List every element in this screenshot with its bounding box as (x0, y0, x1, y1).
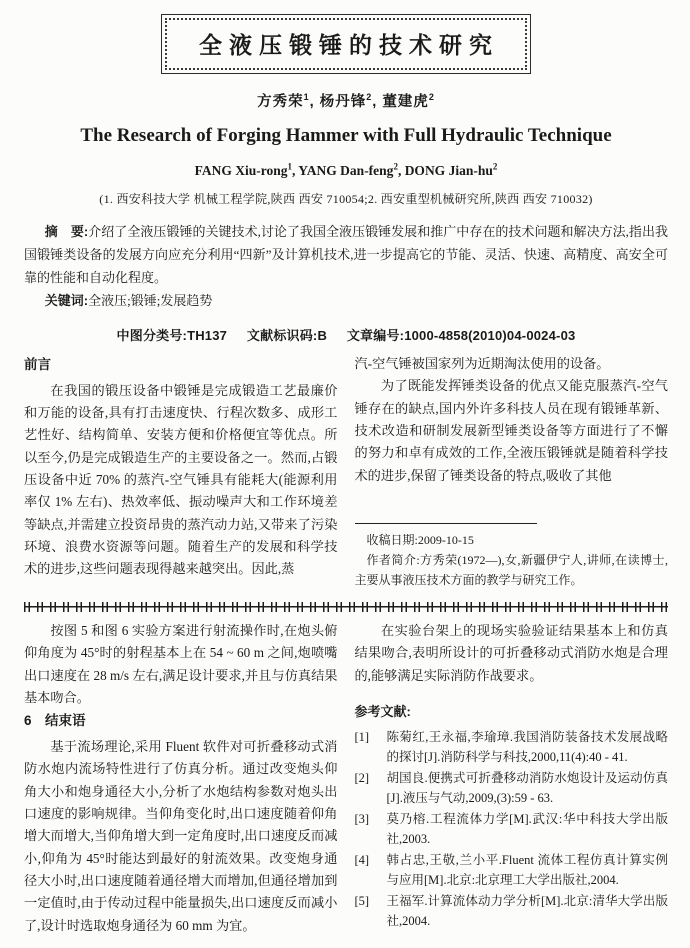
author-affil-sup: 2 (366, 92, 373, 103)
verification-paragraph: 在实验台架上的现场实验验证结果基本上和仿真结果吻合,表明所设计的可折叠移动式消防水炮是合理的,能够满足实际消防作战要求。 (354, 623, 668, 683)
author-affil-sup: 1 (287, 161, 293, 171)
abstract-block (24, 220, 668, 313)
author-affil-sup: 2 (492, 161, 498, 171)
keywords-label: 关键词: (44, 292, 89, 308)
reference-number: [5] (354, 893, 370, 908)
author-bio: 作者简介:方秀荣(1972—),女,新疆伊宁人,讲师,在读博士,主要从事液压技术方面的教学与研究工作。 (354, 553, 668, 588)
keywords-line (24, 289, 668, 312)
article-title-cn: 全液压锻锤的技术研究 (165, 18, 527, 70)
conclusion-paragraph: 基于流场理论,采用 Fluent 软件对可折叠移动式消防水炮内流场特性进行了仿真分析。通过改变炮头仰角大小和炮身通径大小,分析了水炮结构参数对炮头出口速度的影响规律。当仰角变化时,出口速度随着仰角增大而增大,当仰角增大到一定角度时,出口速度反而减小,仰角为 45°时能达到最好的射流效果。改变炮身通径大小时,出口速度随着通径增大而增加,但通径增加到一定值时,由于传动过程中能量损失,出口速度反而减小了,设计时选取炮身通径为 60 mm 为宜。 (24, 739, 338, 933)
author-cn: 杨丹锋$^2$, (319, 92, 378, 110)
meta-line (24, 325, 668, 344)
intro-left-paragraph: 在我国的锻压设备中锻锤是完成锻造工艺最廉价和万能的设备,具有打击速度快、行程次数多、成形工艺性好、结构简单、安装方便和价格便宜等优点。所以至今,仍是完成锻造生产的主要设备之一。然而,占锻压设备中近 70% 的蒸汽-空气锤具有能耗大(能源利用率仅 1% 左右)、热效率低、振动噪声大和工作环境差等缺点,并需建立投资昂贵的蒸汽动力站,又带来了污染环境、浪费水资源等问题。随着生产的发展和科学技术的进步,这些问题表现得越来越突出。因此,蒸 (24, 382, 338, 577)
abstract-label: 摘 要: (44, 223, 89, 239)
reference-text: 韩占忠,王敬,兰小平.Fluent 流体工程仿真计算实例与应用[M].北京:北京理工大学出版社,2004. (386, 852, 668, 888)
authors-cn-line (24, 90, 668, 111)
abstract-text: 介绍了全液压锻锤的关键技术,讨论了我国全液压锻锤发展和推广中存在的技术问题和解决方法,指出我国锻锤类设备的发展方向应充分利用“四新”及计算机技术,进一步提高它的节能、灵活、快速、高精度、高安全可靠的性能和自动化程度。 (24, 223, 668, 285)
document-code: 文献标识码:B (246, 328, 328, 343)
reference-item (355, 850, 669, 891)
authors-en-line (24, 161, 668, 179)
author-en: YANG Dan-feng$^2$, (298, 161, 405, 178)
reference-text: 陈菊红,王永福,李瑜璋.我国消防装备技术发展战略的探讨[J].消防科学与科技,2000,11(4):40 - 41. (386, 729, 668, 765)
reference-text: 胡国良.便携式可折叠移动消防水炮设计及运动仿真[J].液压与气动,2009,(3):59 - 63. (386, 770, 668, 806)
article-divider-ornament (24, 602, 668, 612)
reference-text: 王福军.计算流体动力学分析[M].北京:清华大学出版社,2004. (386, 893, 668, 929)
keywords-text: 全液压;锻锤;发展趋势 (88, 292, 213, 308)
affiliation-line: (1. 西安科技大学 机械工程学院,陕西 西安 710054;2. 西安重型机械研究所,陕西 西安 710032) (99, 191, 593, 206)
intro-section (24, 353, 668, 591)
received-date: 收稿日期:2009-10-15 (366, 533, 474, 548)
reference-number: [4] (354, 852, 370, 867)
prev-right-column (355, 620, 669, 937)
reference-number: [3] (354, 811, 370, 826)
clc-number: 中图分类号:TH137 (116, 328, 228, 343)
author-cn: 方秀荣$^1$, (257, 92, 315, 110)
experiment-result-paragraph: 按图 5 和图 6 实验方案进行射流操作时,在炮头俯仰角度为 45°时的射程基本上在 54 ~ 60 m 之间,炮喷嘴出口速度在 28 m/s 左右,满足设计要求,并且与仿真结果基本吻合。 (24, 623, 338, 705)
title-decorative-box (161, 14, 531, 74)
reference-item (355, 891, 669, 932)
intro-right-column (355, 353, 669, 591)
references-heading: 参考文献: (354, 703, 411, 719)
article-title-en: The Research of Forging Hammer with Full Hydraulic Technique (80, 125, 612, 146)
previous-article-section (24, 620, 668, 937)
abstract-paragraph (24, 220, 668, 289)
intro-heading: 前言 (24, 357, 51, 372)
conclusion-heading: 6 结束语 (24, 713, 86, 729)
intro-left-column (24, 353, 338, 591)
author-en: DONG Jian-$hu^2$ (404, 161, 498, 178)
reference-text: 莫乃榕.工程流体力学[M].武汉:华中科技大学出版社,2003. (386, 811, 668, 847)
intro-right-paragraph: 为了既能发挥锤类设备的优点又能克服蒸汽-空气锤存在的缺点,国内外许多科技人员在现有锻锤革新、技术改造和研制发展新型锤类设备等方面进行了不懈的努力和卓有成效的工作,全液压锻锤就是随着科学技术的进步,保留了锤类设备的特点,吸收了其他 (354, 378, 668, 483)
footnote-block (355, 517, 669, 591)
article-id: 文章编号:1000-4858(2010)04-0024-03 (346, 328, 576, 343)
reference-item (355, 727, 669, 768)
reference-item (355, 768, 669, 809)
footnote-rule (355, 523, 537, 524)
author-affil-sup: 1 (303, 92, 310, 103)
author-cn: 董建虎$^2$ (382, 92, 435, 110)
reference-number: [1] (354, 729, 370, 744)
intro-right-continuation: 汽-空气锤被国家列为近期淘汰使用的设备。 (354, 356, 610, 371)
prev-left-column (24, 620, 338, 937)
title-area (24, 14, 668, 74)
author-affil-sup: 2 (393, 161, 398, 171)
author-en: FANG Xiu-rong$^1$, (194, 161, 299, 178)
reference-item (355, 809, 669, 850)
author-affil-sup: 2 (428, 92, 435, 103)
reference-number: [2] (354, 770, 370, 785)
